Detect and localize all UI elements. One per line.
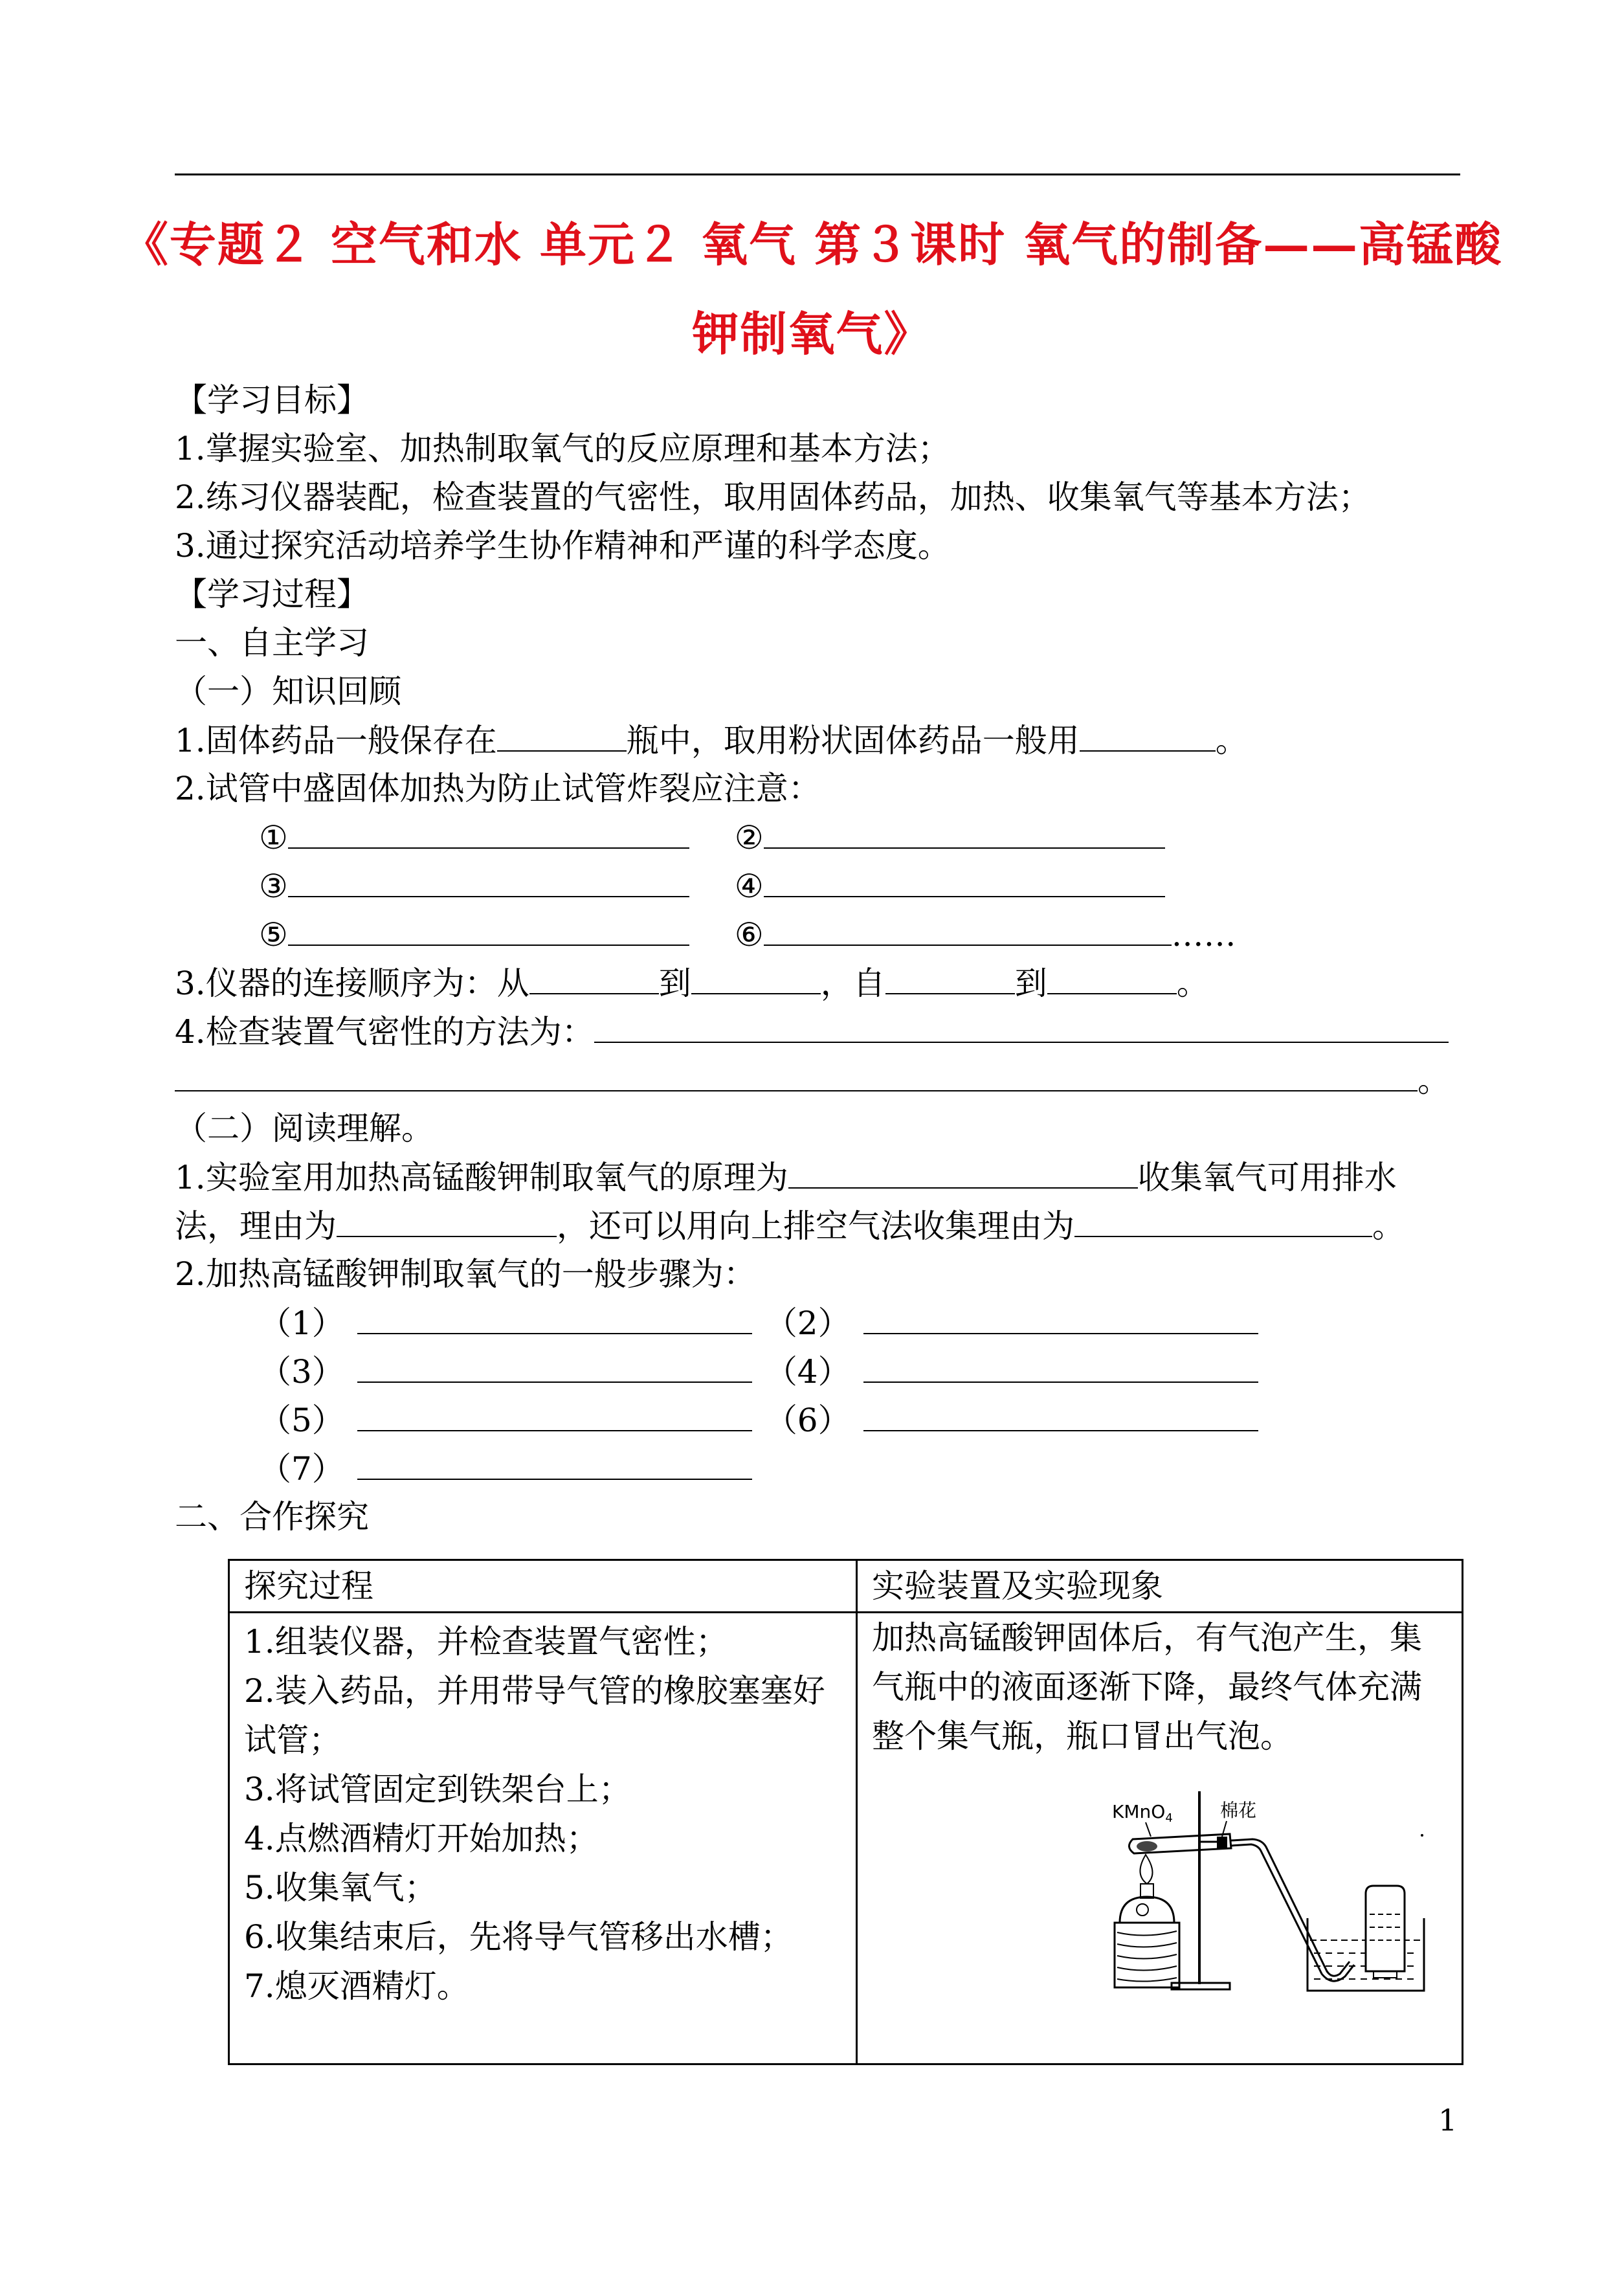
caution-mark-3: ③ <box>259 867 288 905</box>
answer-blank[interactable] <box>764 915 1172 946</box>
header-rule <box>175 173 1460 175</box>
answer-blank[interactable] <box>357 1400 752 1431</box>
step-row-1 <box>259 1303 1258 1343</box>
question-1-text-b: 瓶中，取用粉状固体药品一般用 <box>626 722 1080 759</box>
question-4-end: 。 <box>1418 1062 1450 1099</box>
caution-mark-4: ④ <box>734 867 764 905</box>
step-mark-7: （7） <box>259 1450 344 1488</box>
step-mark-4: （4） <box>764 1353 851 1391</box>
procedure-step: 试管； <box>244 1721 341 1759</box>
procedure-step: 2.装入药品，并用带导气管的橡胶塞塞好 <box>244 1672 825 1710</box>
question-3-text-c: ，自 <box>820 965 885 1002</box>
answer-blank[interactable] <box>337 1206 557 1237</box>
question-3-text-b: 到 <box>658 965 691 1002</box>
reading-1-text-e: 。 <box>1372 1207 1405 1245</box>
table-header-apparatus: 实验装置及实验现象 <box>857 1560 1463 1613</box>
answer-blank[interactable] <box>175 1060 1418 1091</box>
step-mark-6: （6） <box>764 1402 851 1439</box>
reading-question-2: 2.加热高锰酸钾制取氧气的一般步骤为： <box>175 1255 756 1293</box>
title-line-1: 《专题２ 空气和水 单元２ 氧气 第３课时 氧气的制备——高锰酸 <box>121 217 1503 272</box>
objective-1: 1.掌握实验室、加热制取氧气的反应原理和基本方法； <box>175 430 950 467</box>
question-1-text-c: 。 <box>1215 722 1248 759</box>
question-1 <box>175 721 1248 760</box>
process-heading: 【学习过程】 <box>175 576 369 613</box>
answer-blank[interactable] <box>885 963 1015 994</box>
answer-blank[interactable] <box>1080 721 1216 752</box>
caution-mark-5: ⑤ <box>259 916 288 954</box>
answer-blank[interactable] <box>863 1303 1258 1334</box>
step-row-2 <box>259 1352 1258 1391</box>
step-row-4 <box>259 1449 752 1488</box>
objective-3: 3.通过探究活动培养学生协作精神和严谨的科学态度。 <box>175 527 950 565</box>
answer-blank[interactable] <box>691 963 821 994</box>
alcohol-lamp <box>1120 1855 1174 1923</box>
reading-1-text-d: ，还可以用向上排空气法收集理由为 <box>557 1207 1074 1245</box>
procedure-step: 4.点燃酒精灯开始加热； <box>244 1820 599 1857</box>
procedure-step: 3.将试管固定到铁架台上； <box>244 1771 631 1808</box>
process-steps-cell <box>229 1613 857 2064</box>
answer-blank[interactable] <box>594 1012 1449 1043</box>
caution-row-3 <box>259 915 1236 954</box>
cotton-label: 棉花 <box>1220 1800 1257 1821</box>
procedure-step: 5.收集氧气； <box>244 1869 437 1907</box>
answer-blank[interactable] <box>288 915 689 946</box>
caution-mark-1: ① <box>259 819 288 856</box>
answer-blank[interactable] <box>863 1400 1258 1431</box>
reading-1-text-b: 收集氧气可用排水 <box>1137 1159 1397 1196</box>
step-mark-5: （5） <box>259 1402 344 1439</box>
table-header-process: 探究过程 <box>229 1560 857 1613</box>
question-3-text-d: 到 <box>1014 965 1047 1002</box>
procedure-step: 6.收集结束后，先将导气管移出水槽； <box>244 1918 793 1956</box>
apparatus-diagram <box>1094 1777 1430 2010</box>
step-mark-3: （3） <box>259 1353 344 1391</box>
answer-blank[interactable] <box>357 1449 752 1480</box>
answer-blank[interactable] <box>288 866 689 897</box>
step-row-3 <box>259 1400 1258 1440</box>
question-3 <box>175 963 1209 1003</box>
page-number: 1 <box>1438 2103 1458 2138</box>
reading-question-1-continued <box>175 1206 1405 1246</box>
objective-2: 2.练习仪器装配，检查装置的气密性，取用固体药品，加热、收集氧气等基本方法； <box>175 478 1371 516</box>
part-one-heading: 一、自主学习 <box>175 624 369 662</box>
part-two-heading: 二、合作探究 <box>175 1498 369 1536</box>
question-2: 2.试管中盛固体加热为防止试管炸裂应注意： <box>175 770 821 807</box>
answer-blank[interactable] <box>1074 1206 1372 1237</box>
reading-question-1 <box>175 1158 1397 1197</box>
wooden-block <box>1115 1923 1179 1987</box>
phenomenon-line: 气瓶中的液面逐渐下降，最终气体充满 <box>872 1668 1422 1706</box>
gas-collecting-bottle <box>1366 1886 1405 1978</box>
objectives-heading: 【学习目标】 <box>175 381 369 419</box>
answer-blank[interactable] <box>529 963 659 994</box>
caution-mark-6: ⑥ <box>734 916 764 954</box>
question-3-text-e: 。 <box>1176 965 1209 1002</box>
caution-row-2 <box>259 866 1165 906</box>
test-tube <box>1129 1834 1231 1853</box>
kmno4-pointer <box>1146 1822 1151 1837</box>
reading-1-text-a: 1.实验室用加热高锰酸钾制取氧气的原理为 <box>175 1159 788 1196</box>
answer-blank[interactable] <box>357 1303 752 1334</box>
question-4-continued <box>175 1060 1450 1100</box>
ellipsis: …… <box>1171 916 1236 954</box>
question-3-text-a: 3.仪器的连接顺序为：从 <box>175 965 529 1002</box>
question-1-text-a: 1.固体药品一般保存在 <box>175 722 497 759</box>
step-mark-2: （2） <box>764 1304 851 1342</box>
phenomenon-line: 加热高锰酸钾固体后，有气泡产生，集 <box>872 1619 1422 1657</box>
answer-blank[interactable] <box>764 866 1165 897</box>
knowledge-review-heading: （一）知识回顾 <box>175 673 401 710</box>
caution-mark-2: ② <box>734 819 764 856</box>
answer-blank[interactable] <box>863 1352 1258 1383</box>
caution-row-1 <box>259 818 1165 857</box>
question-4-text: 4.检查装置气密性的方法为： <box>175 1013 594 1051</box>
answer-blank[interactable] <box>497 721 627 752</box>
question-4 <box>175 1012 1449 1051</box>
answer-blank[interactable] <box>764 818 1165 849</box>
answer-blank[interactable] <box>788 1158 1138 1189</box>
procedure-step: 7.熄灭酒精灯。 <box>244 1967 469 2005</box>
reading-1-text-c: 法，理由为 <box>175 1207 337 1245</box>
delivery-tube <box>1231 1839 1350 1976</box>
title-line-2: 钾制氧气》 <box>692 306 932 361</box>
kmno4-label: KMnO$_4$ <box>1112 1801 1173 1825</box>
answer-blank[interactable] <box>357 1352 752 1383</box>
phenomenon-line: 整个集气瓶，瓶口冒出气泡。 <box>872 1717 1293 1755</box>
answer-blank[interactable] <box>288 818 689 849</box>
step-mark-1: （1） <box>259 1304 344 1342</box>
answer-blank[interactable] <box>1047 963 1177 994</box>
procedure-step: 1.组装仪器，并检查装置气密性； <box>244 1623 728 1661</box>
reading-heading: （二）阅读理解。 <box>175 1110 434 1147</box>
